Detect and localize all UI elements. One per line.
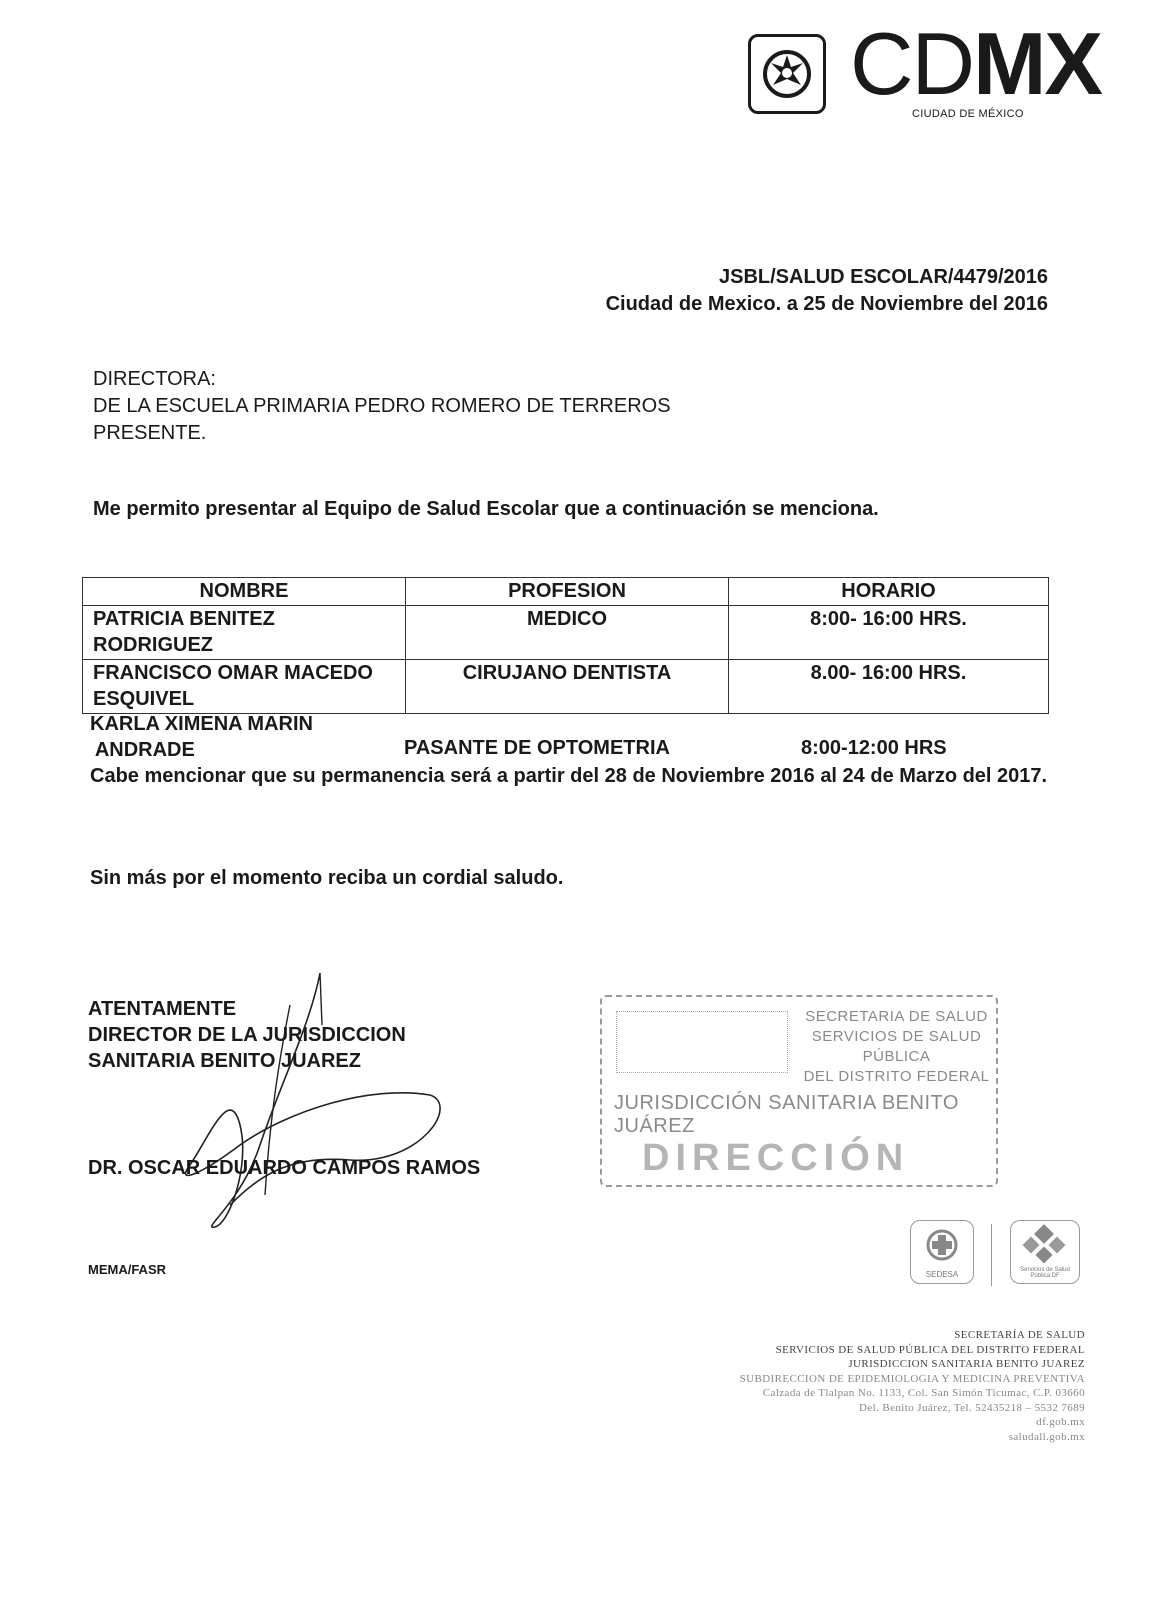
footer-line: df.gob.mx xyxy=(1036,1416,1085,1428)
sedesa-logo xyxy=(910,1220,974,1284)
official-stamp xyxy=(600,995,998,1187)
member-name: PATRICIA BENITEZ RODRIGUEZ xyxy=(83,606,406,660)
extra-member-name-line: ANDRADE xyxy=(90,739,195,761)
closing-paragraph: Sin más por el momento reciba un cordial saludo. xyxy=(90,867,564,889)
stamp-header xyxy=(797,1007,996,1087)
stamp-direction: DIRECCIÓN xyxy=(642,1137,910,1179)
team-table xyxy=(82,577,1049,714)
member-profession: CIRUJANO DENTISTA xyxy=(406,660,729,714)
footer-line: SECRETARÍA DE SALUD xyxy=(954,1329,1085,1341)
reference-number: JSBL/SALUD ESCOLAR/4479/2016 xyxy=(718,266,1048,288)
doctor-name: DR. OSCAR EDUARDO CAMPOS RAMOS xyxy=(88,1157,481,1179)
permanence-paragraph: Cabe mencionar que su permanencia será a partir del 28 de Noviembre 2016 al 24 de Marzo del 2017. xyxy=(90,765,1048,787)
logo-divider xyxy=(991,1224,992,1286)
table-row xyxy=(83,660,1049,714)
salud-label: Servicios de Salud Pública DF xyxy=(1020,1267,1070,1279)
reference-block xyxy=(606,264,1048,318)
footer-line: SUBDIRECCION DE EPIDEMIOLOGIA Y MEDICINA PREVENTIVA xyxy=(739,1372,1085,1385)
member-hours: 8:00- 16:00 HRS. xyxy=(729,606,1049,660)
addressee-line: DE LA ESCUELA PRIMARIA PEDRO ROMERO DE TERREROS xyxy=(93,395,671,417)
member-profession: MEDICO xyxy=(406,606,729,660)
initials: MEMA/FASR xyxy=(88,1262,166,1277)
footer-line: SERVICIOS DE SALUD PÚBLICA DEL DISTRITO FEDERAL xyxy=(775,1343,1085,1356)
footer-line: Calzada de Tlalpan No. 1133, Col. San Simón Ticumac, C.P. 03660 xyxy=(762,1387,1085,1399)
addressee-line: DIRECTORA: xyxy=(93,368,216,390)
footer-line: JURISDICCION SANITARIA BENITO JUAREZ xyxy=(848,1358,1085,1370)
member-name: FRANCISCO OMAR MACEDO ESQUIVEL xyxy=(83,660,406,714)
member-hours: 8.00- 16:00 HRS. xyxy=(729,660,1049,714)
extra-member-profession: PASANTE DE OPTOMETRIA xyxy=(404,737,670,759)
addressee-block xyxy=(93,366,671,447)
signature-line: DIRECTOR DE LA JURISDICCION xyxy=(88,1024,406,1046)
footer-line: saludall.gob.mx xyxy=(1008,1430,1085,1443)
signature-line: ATENTAMENTE xyxy=(88,998,237,1020)
stamp-emblem-icon xyxy=(616,1011,788,1073)
cdmx-logo-subtitle: CIUDAD DE MÉXICO xyxy=(912,108,1024,120)
table-row xyxy=(83,606,1049,660)
column-header-name: NOMBRE xyxy=(83,578,406,606)
sedesa-label: SEDESA xyxy=(925,1270,959,1279)
salud-logo xyxy=(1010,1220,1080,1284)
signature-line: SANITARIA BENITO JUAREZ xyxy=(88,1050,361,1072)
stamp-line: SECRETARIA DE SALUD xyxy=(805,1008,988,1025)
footer-address xyxy=(740,1328,1085,1444)
salud-diamond-icon xyxy=(1011,1221,1079,1271)
stamp-jurisdiction: JURISDICCIÓN SANITARIA BENITO JUÁREZ xyxy=(614,1092,959,1137)
addressee-line: PRESENTE. xyxy=(93,422,207,444)
cdmx-emblem xyxy=(748,34,826,114)
sedesa-icon xyxy=(911,1221,973,1269)
extra-member-hours: 8:00-12:00 HRS xyxy=(801,737,947,759)
cdmx-logo-text: CDMX xyxy=(850,14,1102,113)
footer-line: Del. Benito Juárez, Tel. 52435218 – 5532 7689 xyxy=(859,1401,1085,1414)
angel-emblem-icon xyxy=(757,43,817,105)
handwritten-signature xyxy=(170,965,460,1255)
stamp-line: DEL DISTRITO FEDERAL xyxy=(803,1068,990,1085)
place-date: Ciudad de Mexico. a 25 de Noviembre del 2016 xyxy=(605,293,1048,315)
stamp-line: SERVICIOS DE SALUD PÚBLICA xyxy=(811,1028,982,1065)
extra-member-name xyxy=(90,711,313,763)
table-header-row xyxy=(83,578,1049,606)
intro-paragraph: Me permito presentar al Equipo de Salud Escolar que a continuación se menciona. xyxy=(93,498,879,520)
column-header-profession: PROFESION xyxy=(406,578,729,606)
extra-member-name-line: KARLA XIMENA MARIN xyxy=(90,713,313,735)
column-header-hours: HORARIO xyxy=(729,578,1049,606)
